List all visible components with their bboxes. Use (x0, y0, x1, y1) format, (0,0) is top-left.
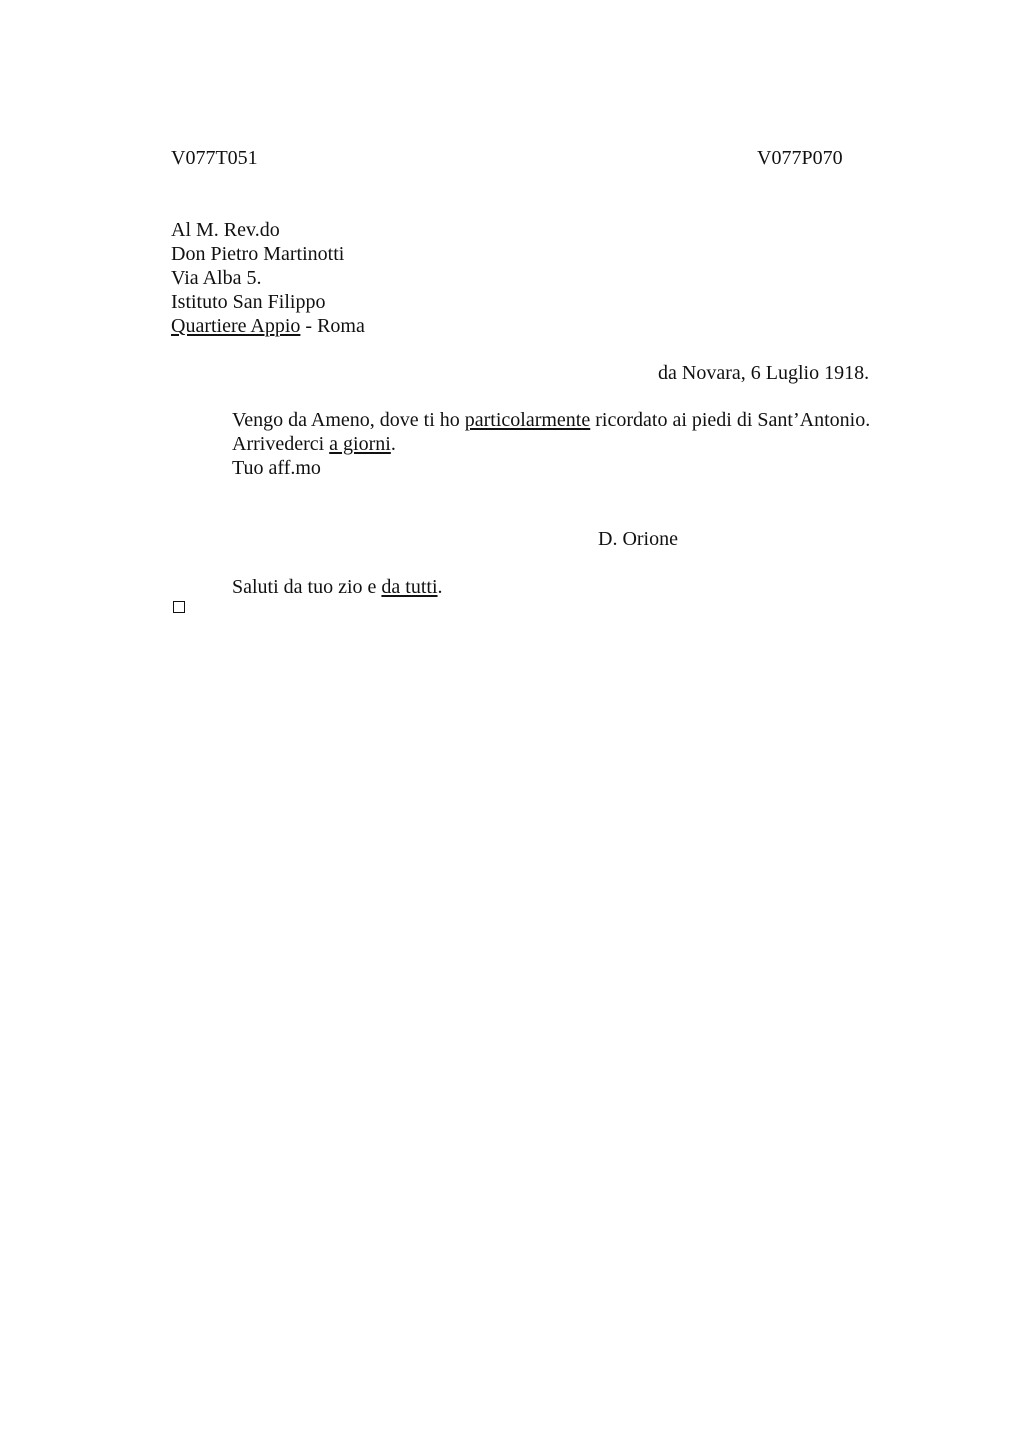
postscript-end: . (437, 576, 443, 598)
address-city: - Roma (300, 315, 365, 337)
recipient-address (171, 218, 365, 338)
closing: Tuo aff.mo (232, 457, 321, 479)
letter-body (232, 408, 870, 480)
address-line-street: Via Alba 5. (171, 267, 262, 289)
address-line-name: Don Pietro Martinotti (171, 243, 345, 265)
body-p2-end: . (390, 433, 396, 455)
address-line-title: Al M. Rev.do (171, 219, 280, 241)
body-paragraph-1 (232, 408, 870, 432)
body-p1-underlined: particolarmente (464, 409, 591, 431)
signature: D. Orione (598, 528, 678, 550)
postscript-underlined: da tutti (381, 576, 438, 598)
address-district-underlined: Quartiere Appio (171, 315, 301, 337)
document-code-right: V077P070 (757, 147, 843, 169)
address-line-district (171, 314, 365, 338)
body-p2-underlined: a giorni (329, 433, 391, 455)
document-code-left: V077T051 (171, 147, 258, 169)
body-p1-end: ricordato ai piedi di Sant’Antonio. (590, 409, 871, 431)
dateline: da Novara, 6 Luglio 1918. (658, 362, 870, 384)
postscript (232, 575, 443, 599)
square-marker-icon (173, 601, 185, 613)
body-p2-start: Arrivederci (232, 433, 330, 455)
body-p1-start: Vengo da Ameno, dove ti ho (232, 409, 465, 431)
body-paragraph-2 (232, 432, 870, 456)
address-line-institute: Istituto San Filippo (171, 291, 326, 313)
postscript-start: Saluti da tuo zio e (232, 576, 382, 598)
